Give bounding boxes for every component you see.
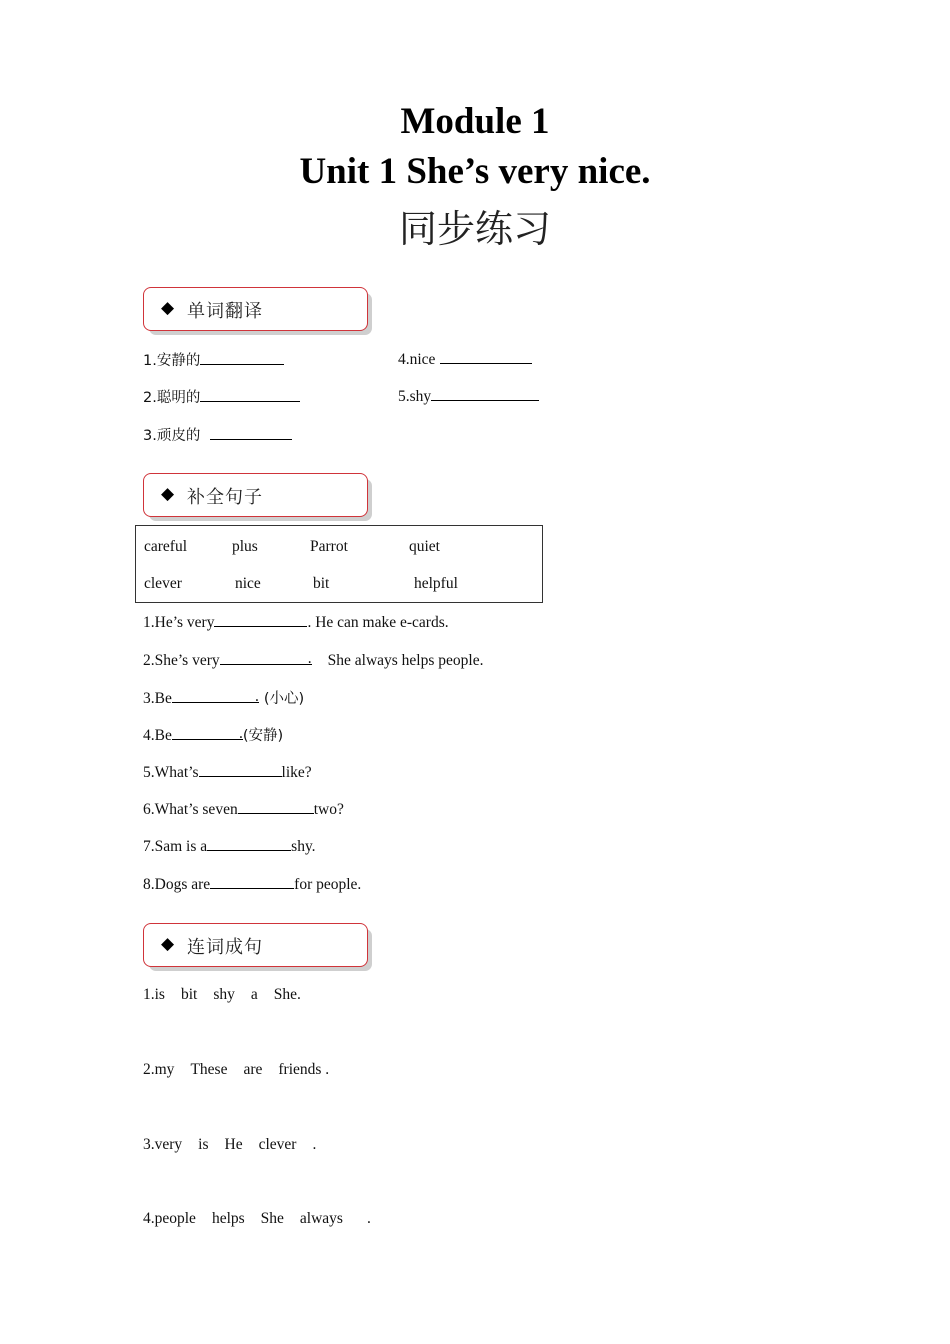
answer-blank[interactable] [210, 874, 294, 889]
scrambled-word: are [243, 1061, 263, 1078]
word-bank-word: helpful [414, 575, 458, 592]
word-bank-word: plus [232, 538, 258, 555]
scrambled-sentence-3 [143, 1136, 316, 1154]
word-bank [135, 525, 543, 603]
sentence-text: . [238, 725, 243, 742]
word-bank-word: clever [144, 575, 182, 592]
section-label: 补全句子 [187, 487, 263, 508]
sentence-3 [143, 687, 304, 708]
scrambled-word: She [260, 1210, 284, 1227]
sentence-4 [143, 724, 283, 745]
sentence-text: (安静) [242, 728, 284, 744]
sentence-text: 6.What’s seven [143, 801, 238, 818]
answer-blank[interactable] [172, 688, 259, 703]
diamond-bullet-icon: ◆ [161, 298, 175, 318]
scrambled-word: always [299, 1210, 343, 1227]
scrambled-word: a [250, 986, 258, 1003]
item-text: 4.nice [398, 351, 436, 368]
answer-blank[interactable] [199, 762, 282, 777]
scrambled-sentence-2 [143, 1061, 329, 1079]
scrambled-word: He [224, 1136, 243, 1153]
answer-blank[interactable] [200, 387, 300, 402]
answer-blank[interactable] [431, 386, 539, 401]
section-header-translation [143, 287, 368, 331]
page-title: Module 1 [400, 101, 550, 142]
scrambled-word: . [312, 1136, 317, 1153]
word-bank-word: quiet [409, 538, 440, 555]
scrambled-word: 4.people [143, 1210, 196, 1227]
scrambled-sentence-4 [143, 1210, 371, 1228]
scrambled-word: These [190, 1061, 228, 1078]
scrambled-word: clever [258, 1136, 297, 1153]
exercise-title: 同步练习 [398, 207, 551, 251]
answer-blank[interactable] [172, 725, 243, 740]
scrambled-word: helps [211, 1210, 245, 1227]
answer-blank[interactable] [210, 425, 292, 440]
scrambled-word: bit [180, 986, 198, 1003]
section-label: 单词翻译 [187, 301, 263, 322]
item-text: 1.安静的 [143, 353, 201, 369]
scrambled-word: friends . [278, 1061, 330, 1078]
scrambled-word: . [366, 1210, 371, 1227]
scrambled-word: 2.my [143, 1061, 175, 1078]
sentence-text: like? [281, 764, 312, 781]
sentence-text: for people. [294, 876, 362, 893]
sentence-text: 4.Be [143, 727, 172, 744]
sentence-text: She always helps people. [327, 652, 484, 669]
sentence-text: . [307, 650, 312, 667]
item-text: 3.顽皮的 [143, 428, 201, 444]
scrambled-word: shy [213, 986, 235, 1003]
answer-blank[interactable] [238, 799, 314, 814]
sentence-text: 2.She’s very [143, 652, 220, 669]
word-bank-word: nice [235, 575, 261, 592]
unit-title: Unit 1 She’s very nice. [299, 151, 651, 192]
translation-item-5 [398, 386, 539, 406]
sentence-text: 7.Sam is a [143, 838, 208, 855]
sentence-8 [143, 874, 361, 894]
item-text: 5.shy [398, 388, 432, 405]
sentence-text: 5.What’s [143, 764, 199, 781]
translation-item-2 [143, 386, 300, 407]
scrambled-word: 1.is [143, 986, 165, 1003]
sentence-1 [143, 612, 449, 632]
sentence-text: (小心) [263, 691, 305, 707]
diamond-bullet-icon: ◆ [161, 934, 175, 954]
sentence-text: . [254, 688, 259, 705]
sentence-text: two? [313, 801, 344, 818]
translation-item-3 [143, 424, 292, 445]
sentence-6 [143, 799, 344, 819]
word-bank-word: Parrot [310, 538, 348, 555]
sentence-5 [143, 762, 312, 782]
answer-blank[interactable] [214, 612, 307, 627]
sentence-text: shy. [291, 838, 316, 855]
diamond-bullet-icon: ◆ [161, 484, 175, 504]
section-header-word-order [143, 923, 368, 967]
sentence-text: 1.He’s very [143, 614, 215, 631]
section-header-complete-sentences [143, 473, 368, 517]
translation-item-4 [398, 349, 532, 369]
sentence-2 [143, 650, 483, 670]
answer-blank[interactable] [440, 349, 532, 364]
item-text: 2.聪明的 [143, 390, 201, 406]
word-bank-word: careful [144, 538, 188, 555]
scrambled-sentence-1 [143, 986, 301, 1004]
answer-blank[interactable] [220, 650, 312, 665]
sentence-text: . He can make e-cards. [307, 614, 449, 631]
scrambled-word: She. [273, 986, 301, 1003]
sentence-text: 3.Be [143, 690, 172, 707]
translation-item-1 [143, 349, 284, 370]
scrambled-word: is [198, 1136, 209, 1153]
word-bank-word: bit [313, 575, 330, 592]
answer-blank[interactable] [200, 350, 284, 365]
scrambled-word: 3.very [143, 1136, 183, 1153]
section-label: 连词成句 [187, 937, 263, 958]
sentence-text: 8.Dogs are [143, 876, 211, 893]
sentence-7 [143, 836, 316, 856]
answer-blank[interactable] [207, 836, 291, 851]
